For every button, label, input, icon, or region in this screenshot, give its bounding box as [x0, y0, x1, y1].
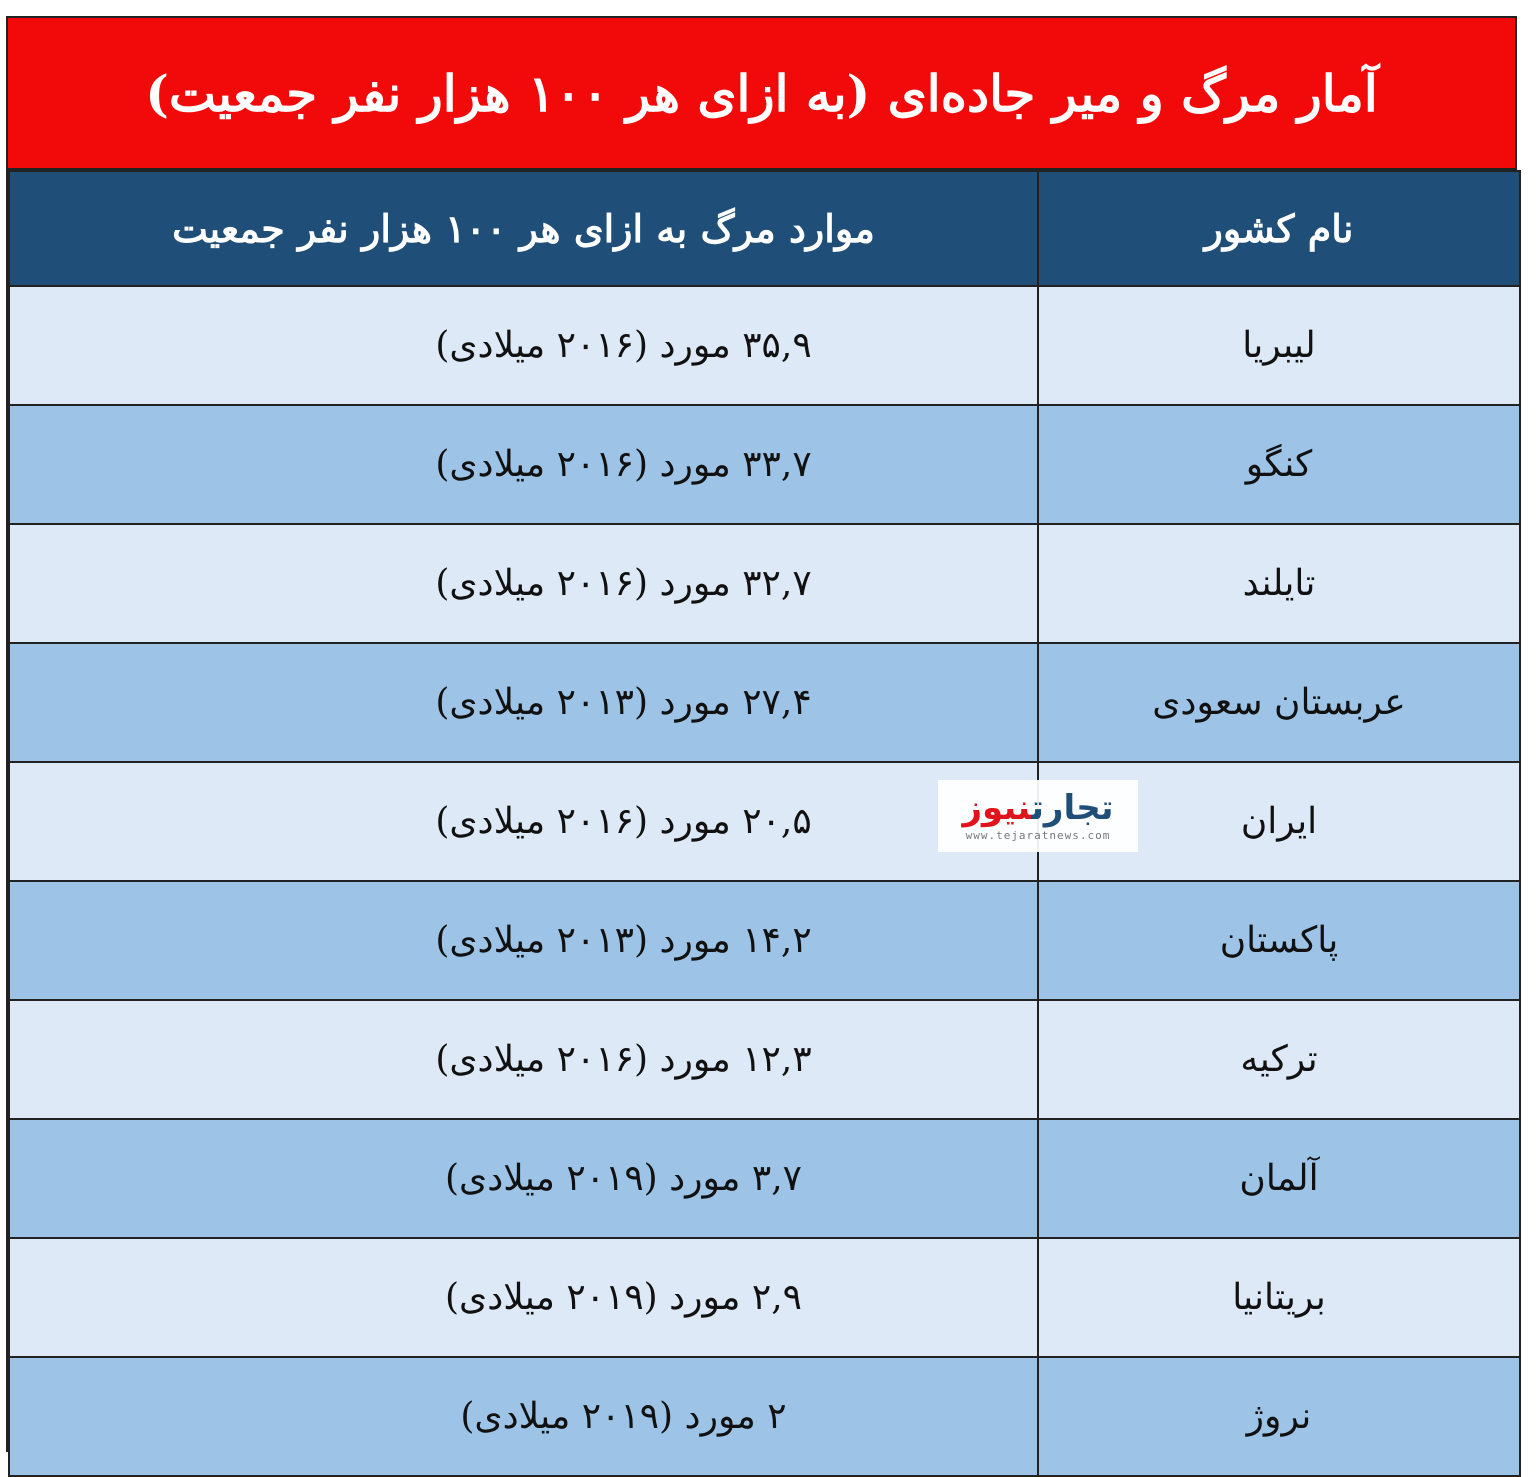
table-row [9, 286, 1520, 405]
table-row [9, 1357, 1520, 1476]
deaths-cell: ۲,۹ مورد (۲۰۱۹ میلادی) [9, 1238, 1038, 1357]
watermark-logo-part1: تجارت [1031, 787, 1114, 828]
deaths-cell: ۱۲,۳ مورد (۲۰۱۶ میلادی) [9, 1000, 1038, 1119]
table-row [9, 881, 1520, 1000]
country-cell: عربستان سعودی [1038, 643, 1520, 762]
country-cell: ایران [1038, 762, 1520, 881]
tejaratnews-watermark-logo [938, 780, 1138, 852]
title-bar [8, 18, 1515, 170]
country-cell: لیبریا [1038, 286, 1520, 405]
deaths-cell: ۳,۷ مورد (۲۰۱۹ میلادی) [9, 1119, 1038, 1238]
table-row [9, 1000, 1520, 1119]
country-cell: کنگو [1038, 405, 1520, 524]
header-country: نام کشور [1038, 171, 1520, 286]
table-row [9, 762, 1520, 881]
country-cell: ترکیه [1038, 1000, 1520, 1119]
road-deaths-table [8, 170, 1521, 1477]
deaths-cell: ۲۷,۴ مورد (۲۰۱۳ میلادی) [9, 643, 1038, 762]
table-row [9, 405, 1520, 524]
table-row [9, 524, 1520, 643]
deaths-cell: ۳۵,۹ مورد (۲۰۱۶ میلادی) [9, 286, 1038, 405]
country-cell: نروژ [1038, 1357, 1520, 1476]
deaths-cell: ۳۳,۷ مورد (۲۰۱۶ میلادی) [9, 405, 1038, 524]
country-cell: آلمان [1038, 1119, 1520, 1238]
watermark-url: www.tejaratnews.com [965, 828, 1111, 842]
table-row [9, 643, 1520, 762]
table-row [9, 1238, 1520, 1357]
stats-table-frame [6, 16, 1517, 1452]
watermark-logo-text [962, 787, 1114, 828]
deaths-cell: ۲۰,۵ مورد (۲۰۱۶ میلادی) [9, 762, 1038, 881]
deaths-cell: ۱۴,۲ مورد (۲۰۱۳ میلادی) [9, 881, 1038, 1000]
deaths-cell: ۳۲,۷ مورد (۲۰۱۶ میلادی) [9, 524, 1038, 643]
table-title: آمار مرگ و میر جاده‌ای (به ازای هر ۱۰۰ هزار نفر جمعیت) [145, 63, 1378, 123]
header-deaths: موارد مرگ به ازای هر ۱۰۰ هزار نفر جمعیت [9, 171, 1038, 286]
country-cell: پاکستان [1038, 881, 1520, 1000]
country-cell: بریتانیا [1038, 1238, 1520, 1357]
deaths-cell: ۲ مورد (۲۰۱۹ میلادی) [9, 1357, 1038, 1476]
country-cell: تایلند [1038, 524, 1520, 643]
watermark-logo-part2: نیوز [962, 787, 1032, 828]
table-row [9, 1119, 1520, 1238]
header-row [9, 171, 1520, 286]
